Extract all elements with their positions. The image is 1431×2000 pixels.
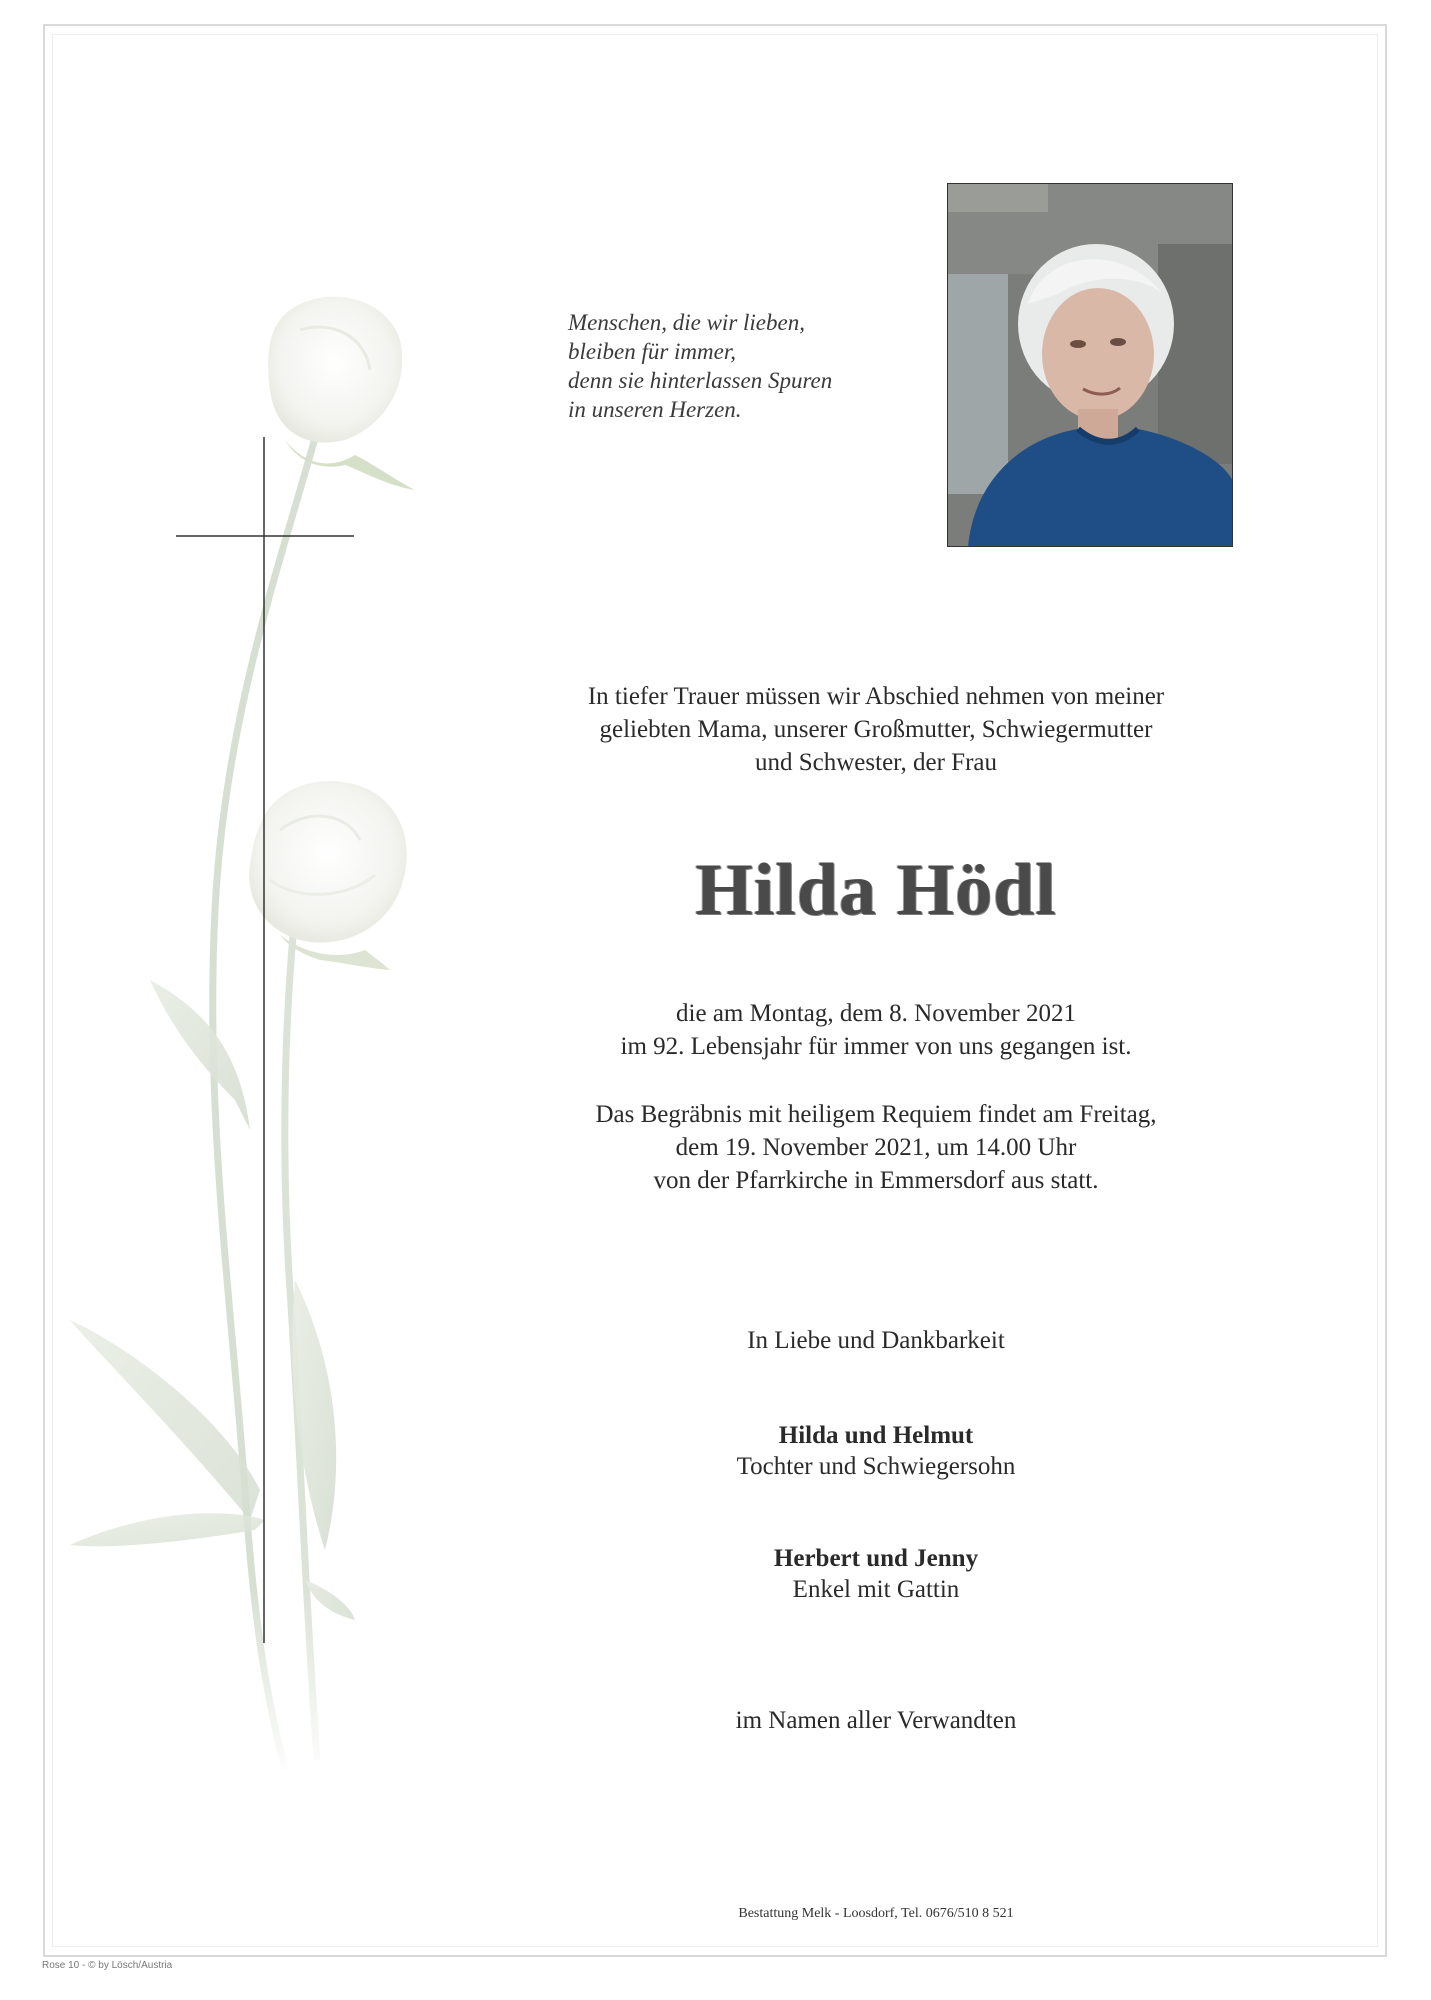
funeral-line: von der Pfarrkirche in Emmersdorf aus statt. — [653, 1167, 1099, 1194]
intro-line: und Schwester, der Frau — [755, 749, 997, 776]
quote-line: bleiben für immer, — [568, 339, 737, 364]
funeral-line: Das Begräbnis mit heiligem Requiem findet am Freitag, — [595, 1101, 1157, 1128]
image-credit: Rose 10 - © by Lösch/Austria — [42, 1960, 173, 1971]
gratitude-line: In Liebe und Dankbarkeit — [747, 1327, 1005, 1354]
death-date-text — [520, 997, 1232, 1063]
memorial-quote — [568, 308, 832, 424]
quote-line: in unseren Herzen. — [568, 397, 742, 422]
mourner-entry — [520, 1420, 1232, 1482]
intro-line: geliebten Mama, unserer Großmutter, Schwiegermutter — [599, 716, 1153, 743]
dates-line: im 92. Lebensjahr für immer von uns gegangen ist. — [620, 1033, 1132, 1060]
mourner-relation: Tochter und Schwiegersohn — [736, 1453, 1016, 1480]
relatives-line: im Namen aller Verwandten — [735, 1707, 1017, 1734]
deceased-name: Hilda Hödl — [695, 849, 1057, 931]
quote-line: Menschen, die wir lieben, — [568, 310, 805, 335]
announcement-intro — [520, 680, 1232, 779]
white-rose-illustration — [55, 290, 445, 1780]
mourner-name: Hilda und Helmut — [778, 1422, 974, 1449]
mourner-name: Herbert und Jenny — [773, 1545, 979, 1572]
mourner-relation: Enkel mit Gattin — [792, 1576, 960, 1603]
funeral-details — [520, 1098, 1232, 1197]
funeral-home-footer: Bestattung Melk - Loosdorf, Tel. 0676/510 8 521 — [738, 1906, 1014, 1921]
quote-line: denn sie hinterlassen Spuren — [568, 368, 833, 393]
intro-line: In tiefer Trauer müssen wir Abschied nehmen von meiner — [587, 683, 1165, 710]
funeral-line: dem 19. November 2021, um 14.00 Uhr — [675, 1134, 1077, 1161]
dates-line: die am Montag, dem 8. November 2021 — [676, 1000, 1076, 1027]
mourner-entry — [520, 1543, 1232, 1605]
portrait-photo — [947, 183, 1233, 547]
